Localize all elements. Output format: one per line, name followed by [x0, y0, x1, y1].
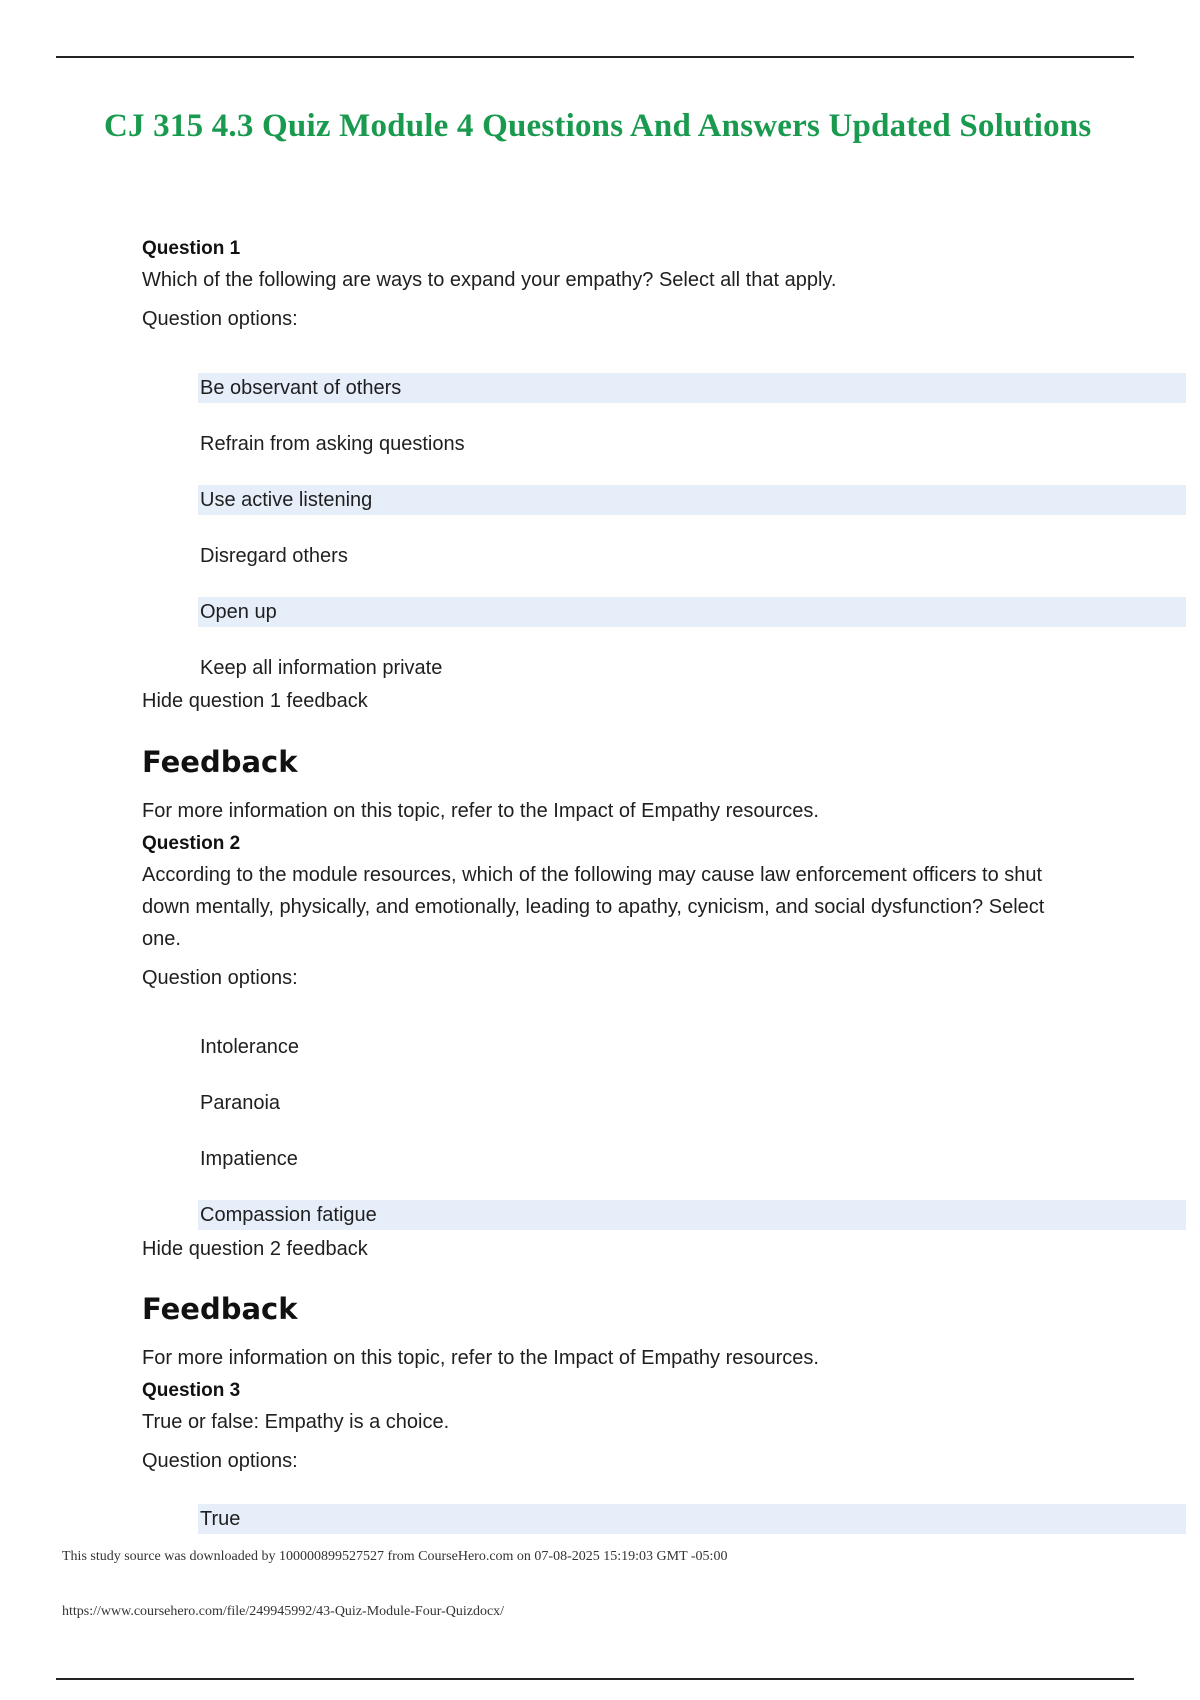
- feedback-heading: Feedback: [142, 745, 298, 779]
- document-title: CJ 315 4.3 Quiz Module 4 Questions And Answers Updated Solutions: [104, 108, 1092, 144]
- answer-option[interactable]: Refrain from asking questions: [200, 433, 465, 455]
- question-options-label: Question options:: [142, 308, 298, 330]
- answer-option[interactable]: Keep all information private: [200, 657, 443, 679]
- question-heading: Question 3: [142, 1380, 241, 1401]
- question-options-label: Question options:: [142, 1450, 298, 1472]
- question-prompt: True or false: Empathy is a choice.: [142, 1411, 450, 1433]
- answer-option[interactable]: Open up: [198, 597, 1186, 627]
- question-prompt: Which of the following are ways to expand your empathy? Select all that apply.: [142, 269, 837, 291]
- hide-feedback-link[interactable]: Hide question 1 feedback: [142, 690, 368, 712]
- question-prompt: According to the module resources, which of the following may cause law enforcement officers to shut down mentally, physically, and emotionally, leading to apathy, cynicism, and social dysfunction? Select one.: [142, 864, 1045, 950]
- question-heading: Question 1: [142, 238, 241, 259]
- source-url-link[interactable]: https://www.coursehero.com/file/249945992/43-Quiz-Module-Four-Quizdocx/: [62, 1604, 505, 1619]
- download-source-note: This study source was downloaded by 100000899527527 from CourseHero.com on 07-08-2025 15:19:03 GMT -05:00: [62, 1549, 728, 1564]
- bottom-rule: [56, 1678, 1134, 1680]
- answer-option[interactable]: Use active listening: [198, 485, 1186, 515]
- answer-option[interactable]: True: [198, 1504, 1186, 1534]
- answer-option[interactable]: Intolerance: [200, 1036, 299, 1058]
- feedback-text: For more information on this topic, refer to the Impact of Empathy resources.: [142, 1347, 819, 1369]
- feedback-text: For more information on this topic, refer to the Impact of Empathy resources.: [142, 800, 819, 822]
- feedback-heading: Feedback: [142, 1292, 298, 1326]
- answer-option[interactable]: Compassion fatigue: [198, 1200, 1186, 1230]
- answer-option[interactable]: Be observant of others: [198, 373, 1186, 403]
- question-heading: Question 2: [142, 833, 241, 854]
- hide-feedback-link[interactable]: Hide question 2 feedback: [142, 1238, 368, 1260]
- answer-option[interactable]: Impatience: [200, 1148, 298, 1170]
- answer-option[interactable]: Paranoia: [200, 1092, 281, 1114]
- answer-option[interactable]: Disregard others: [200, 545, 348, 567]
- top-rule: [56, 56, 1134, 58]
- question-options-label: Question options:: [142, 967, 298, 989]
